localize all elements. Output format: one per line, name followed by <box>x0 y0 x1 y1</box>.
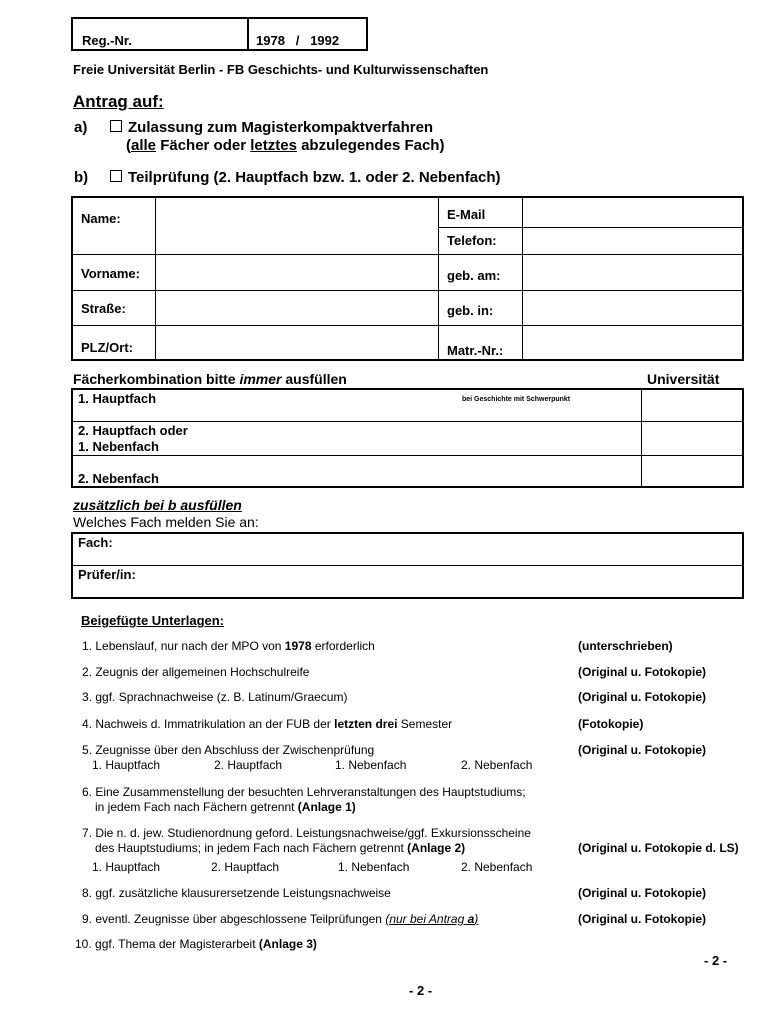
doc-item-5-sub-nebenfach2: 2. Nebenfach <box>461 758 533 772</box>
hauptfach1-uni-field[interactable] <box>644 391 745 421</box>
option-a-line1 <box>110 119 433 136</box>
doc-item-7-sub-nebenfach1: 1. Nebenfach <box>338 860 410 874</box>
faecher-row-line-1 <box>71 421 744 422</box>
option-a-line2: (alle Fächer oder letztes abzulegendes Fach) <box>126 137 445 154</box>
hauptfach2-uni-field[interactable] <box>644 424 745 455</box>
doc-item-3-requirement: (Original u. Fotokopie) <box>578 690 706 704</box>
doc-item-7-line2: des Hauptstudiums; in jedem Fach nach Fächern getrennt (Anlage 2) <box>95 841 466 855</box>
personal-row-line-3 <box>71 325 744 326</box>
universitaet-heading: Universität <box>647 371 720 387</box>
zusatz-heading: zusätzlich bei b ausfüllen <box>73 497 242 513</box>
matr-field[interactable] <box>525 327 745 360</box>
zusatz-row-line <box>71 565 744 566</box>
doc-item-7-sub-hauptfach2: 2. Hauptfach <box>211 860 280 874</box>
option-a-checkbox[interactable] <box>110 120 122 132</box>
vorname-field[interactable] <box>158 256 440 290</box>
personal-row-line-2 <box>71 290 744 291</box>
doc-item-5-requirement: (Original u. Fotokopie) <box>578 743 706 757</box>
hauptfach2-label-line1: 2. Hauptfach oder <box>78 423 188 438</box>
option-b-label: Teilprüfung (2. Hauptfach bzw. 1. oder 2. Nebenfach) <box>128 169 501 186</box>
hauptfach2-label-line2: 1. Nebenfach <box>78 439 159 454</box>
doc-item-8: 8. ggf. zusätzliche klausurersetzende Leistungsnachweise <box>82 886 391 900</box>
fach-label: Fach: <box>78 535 113 550</box>
pruefer-label: Prüfer/in: <box>78 567 136 582</box>
email-label: E-Mail <box>447 207 486 222</box>
strasse-label: Straße: <box>81 301 126 316</box>
doc-item-5: 5. Zeugnisse über den Abschluss der Zwischenprüfung <box>82 743 375 757</box>
telefon-field[interactable] <box>525 229 745 254</box>
fach-field[interactable] <box>130 535 744 564</box>
doc-item-3: 3. ggf. Sprachnachweise (z. B. Latinum/Graecum) <box>82 690 348 704</box>
geb-in-label: geb. in: <box>447 303 494 318</box>
institution-line: Freie Universität Berlin - FB Geschichts- und Kulturwissenschaften <box>73 62 489 77</box>
personal-row-line-1 <box>71 254 744 255</box>
doc-item-5-sub-hauptfach1: 1. Hauptfach <box>92 758 161 772</box>
doc-item-2: 2. Zeugnis der allgemeinen Hochschulreife <box>82 665 310 679</box>
option-b-checkbox[interactable] <box>110 170 122 182</box>
strasse-field[interactable] <box>158 292 440 325</box>
geb-in-field[interactable] <box>525 292 745 325</box>
email-field[interactable] <box>525 199 745 227</box>
doc-item-6-line1: 6. Eine Zusammenstellung der besuchten Lehrveranstaltungen des Hauptstudiums; <box>82 785 526 799</box>
doc-item-7-requirement: (Original u. Fotokopie d. LS) <box>578 841 739 855</box>
name-field[interactable] <box>158 199 440 253</box>
reg-nr-label: Reg.-Nr. <box>82 33 132 48</box>
schwerpunkt-hint: bei Geschichte mit Schwerpunkt <box>462 396 571 403</box>
personal-col-divider-3 <box>522 196 523 361</box>
unterlagen-heading: Beigefügte Unterlagen: <box>81 613 225 628</box>
doc-item-7-sub-nebenfach2: 2. Nebenfach <box>461 860 533 874</box>
doc-item-9-note: (nur bei Antrag a) <box>385 912 479 926</box>
option-a-label: Zulassung zum Magisterkompaktverfahren <box>128 119 434 136</box>
doc-item-9-requirement: (Original u. Fotokopie) <box>578 912 706 926</box>
reg-nr-years: 1978 / 1992 <box>256 33 340 48</box>
faecher-heading: Fächerkombination bitte immer ausfüllen <box>73 371 347 387</box>
doc-item-7-line1: 7. Die n. d. jew. Studienordnung geford. Leistungsnachweise/ggf. Exkursionsscheine <box>82 826 531 840</box>
personal-col-divider-1 <box>155 196 156 361</box>
antrag-title: Antrag auf: <box>73 92 164 111</box>
hauptfach2-field[interactable] <box>200 424 643 455</box>
option-a-marker: a) <box>74 119 88 136</box>
page-number-right: - 2 - <box>704 953 728 968</box>
doc-item-1: 1. Lebenslauf, nur nach der MPO von 1978 erforderlich <box>82 639 375 653</box>
doc-item-4-requirement: (Fotokopie) <box>578 717 644 731</box>
hauptfach1-field[interactable] <box>200 404 643 421</box>
page-number-bottom: - 2 - <box>409 983 433 998</box>
plz-ort-field[interactable] <box>158 327 440 360</box>
reg-nr-divider <box>247 17 249 51</box>
hauptfach1-label: 1. Hauptfach <box>78 391 157 406</box>
faecher-row-line-2 <box>71 455 744 456</box>
nebenfach2-uni-field[interactable] <box>644 458 745 487</box>
telefon-label: Telefon: <box>447 233 497 248</box>
plz-ort-label: PLZ/Ort: <box>81 340 133 355</box>
pruefer-field[interactable] <box>150 567 744 597</box>
doc-item-9: 9. eventl. Zeugnisse über abgeschlossene Teilprüfungen (nur bei Antrag a) <box>82 912 479 926</box>
nebenfach2-label: 2. Nebenfach <box>78 471 159 486</box>
option-b-marker: b) <box>74 169 89 186</box>
geb-am-label: geb. am: <box>447 268 501 283</box>
nebenfach2-field[interactable] <box>200 458 643 487</box>
matr-label: Matr.-Nr.: <box>447 343 504 358</box>
doc-item-7-sub-hauptfach1: 1. Hauptfach <box>92 860 161 874</box>
doc-item-5-sub-nebenfach1: 1. Nebenfach <box>335 758 407 772</box>
doc-item-10: 10. ggf. Thema der Magisterarbeit (Anlage 3) <box>75 937 317 951</box>
alle-word: alle <box>131 137 157 154</box>
doc-item-6-line2: in jedem Fach nach Fächern getrennt (Anlage 1) <box>95 800 356 814</box>
doc-item-1-requirement: (unterschrieben) <box>578 639 673 653</box>
name-label: Name: <box>81 211 121 226</box>
personal-row-line-email <box>438 227 743 228</box>
vorname-label: Vorname: <box>81 266 140 281</box>
doc-item-5-sub-hauptfach2: 2. Hauptfach <box>214 758 283 772</box>
doc-item-8-requirement: (Original u. Fotokopie) <box>578 886 706 900</box>
letztes-word: letztes <box>250 137 297 154</box>
option-b-line <box>110 169 501 186</box>
doc-item-4: 4. Nachweis d. Immatrikulation an der FUB der letzten drei Semester <box>82 717 453 731</box>
doc-item-2-requirement: (Original u. Fotokopie) <box>578 665 706 679</box>
geb-am-field[interactable] <box>525 256 745 290</box>
zusatz-question: Welches Fach melden Sie an: <box>73 514 259 530</box>
